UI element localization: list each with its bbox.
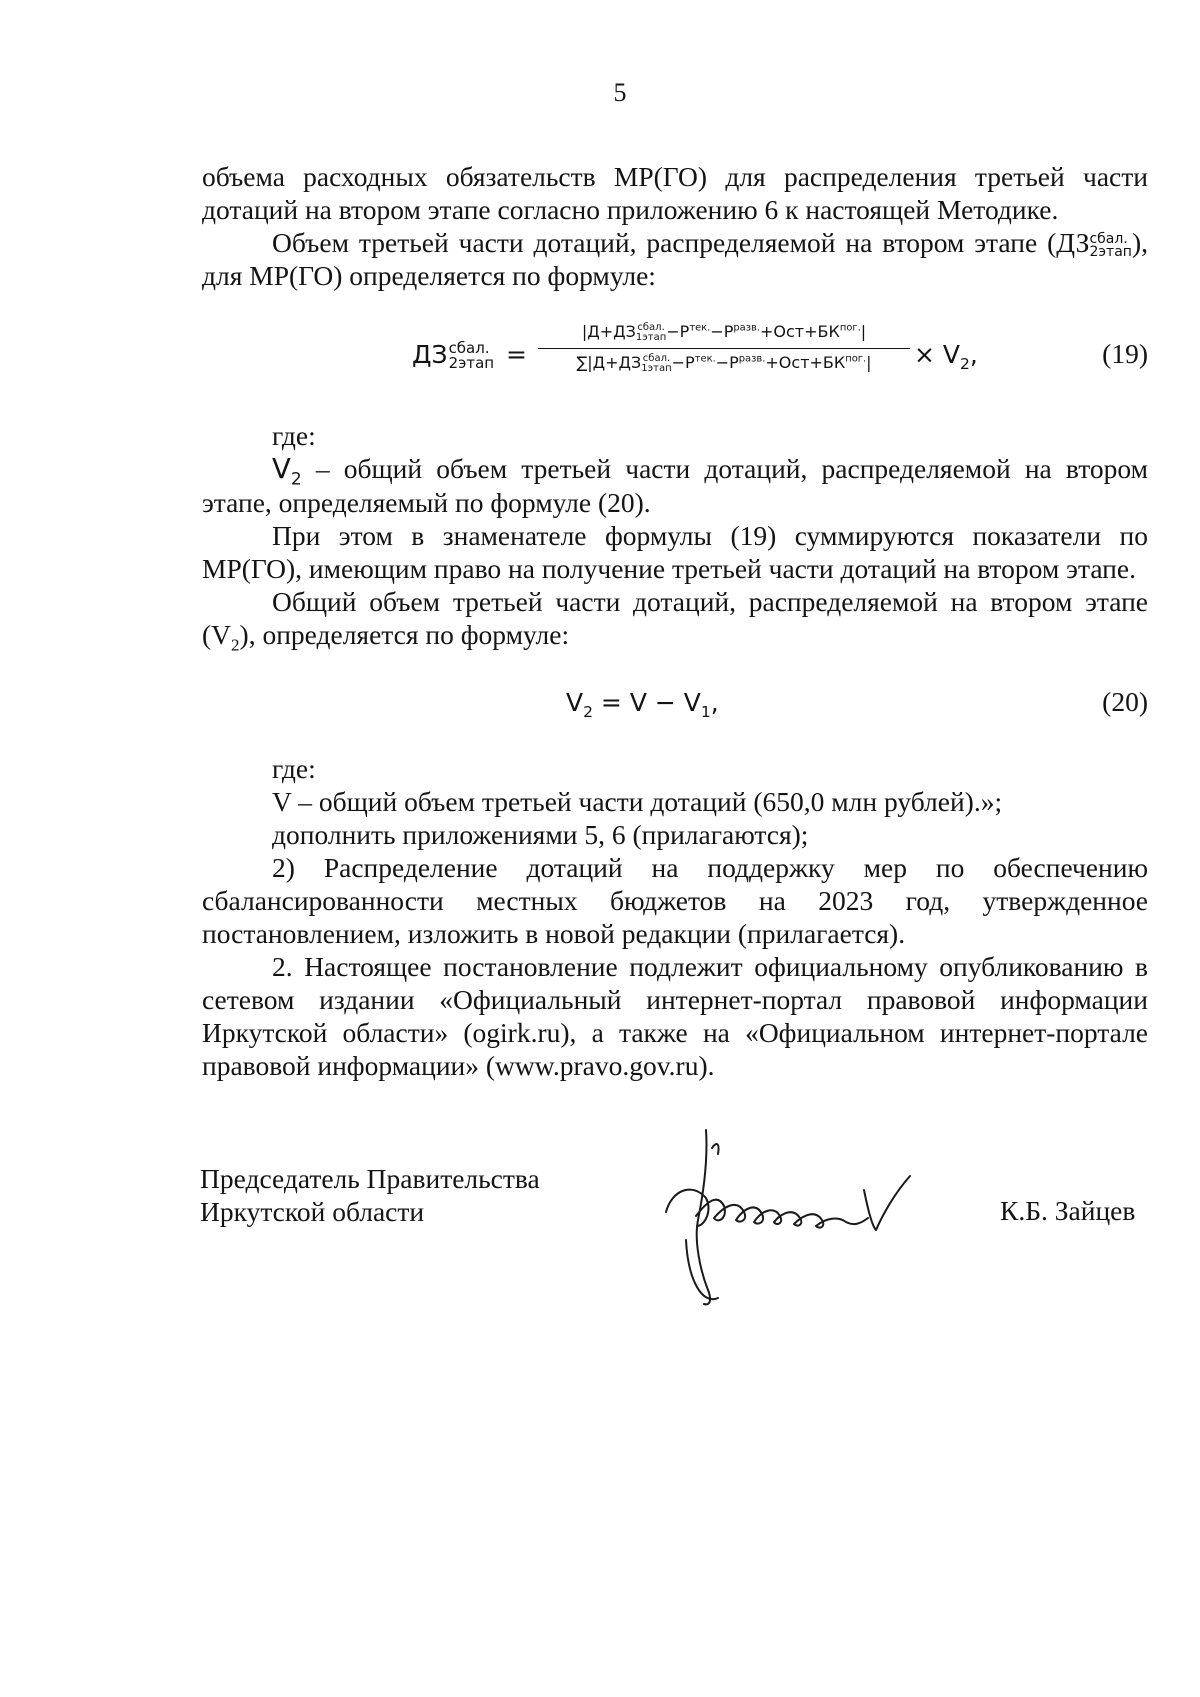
signatory-title-line1: Председатель Правительства [200,1163,540,1194]
f20-v2-sub: 2 [583,703,593,721]
num-sup3: разв. [733,322,760,334]
f20-middle: = V − V [592,688,701,717]
den-sup2: тек. [694,353,716,365]
num-part2: −Р [666,322,690,341]
item-2-distribution: 2) Распределение дотаций на поддержку мер по обеспечению сбалансированности местных бюджетов на 2023 год, утвержденное постановлением, изложить в новой редакции (прилагается). [202,852,1148,949]
v-definition: V – общий объем третьей части дотаций (650,0 млн рублей).»; [272,786,1003,817]
where-label-2: где: [272,753,316,784]
den-part4: +Ост+БК [765,353,846,372]
formula-19-number: (19) [1102,338,1148,369]
text-block-where-1 [202,419,1148,655]
tail-base: × V [914,340,960,369]
v2-base: V [272,453,291,485]
formula-19-numerator [538,322,910,346]
formula-19-equals: = [506,340,527,369]
tail-sub: 2 [960,355,970,373]
den-index [641,354,671,374]
page-number: 5 [613,78,627,107]
item-publication: 2. Настоящее постановление подлежит официальному опубликованию в сетевом издании «Официальный интернет-портал правовой информации Иркутской области» (ogirk.ru), а также на «Официальном интернет-портале правовой информации» (www.pravo.gov.ru). [202,951,1148,1081]
signatory-title-line2: Иркутской области [200,1196,425,1227]
lhs-base: ДЗ [412,340,448,369]
signatory-name: К.Б. Зайцев [1000,1195,1136,1226]
den-part3: −Р [715,353,739,372]
den-sup: сбал. [642,352,671,364]
fraction-bar [538,348,910,349]
den-sup3: разв. [738,353,766,365]
den-part2: −Р [671,353,695,372]
num-part5: | [860,322,867,341]
num-part1: |Д+ДЗ [581,322,636,341]
f20-v2-base: V [566,688,584,717]
v2-sub: 2 [290,469,302,490]
total-sub: 2 [231,635,240,655]
num-sup4: пог. [839,322,861,334]
paragraph-continuation: объема расходных обязательств МР(ГО) для распределения третьей части дотаций на втором этапе согласно приложению 6 к настоящей Методике. [202,161,1148,225]
text-block-where-2 [202,752,1148,1082]
lhs-sub: 2этап [448,354,495,372]
dz-sup: сбал. [1089,230,1128,247]
supplement-line: дополнить приложениями 5, 6 (прилагаются); [272,819,809,850]
paragraph-denominator-sum: При этом в знаменателе формулы (19) суммируются показатели по МР(ГО), имеющим право на получение третьей части дотаций на втором этапе. [202,520,1148,584]
den-sup4: пог. [845,353,867,365]
num-sup: сбал. [637,321,665,333]
v2-definition [202,452,1148,519]
den-sub: 1этап [641,362,672,374]
v2-text: – общий объем третьей части дотаций, распределяемой на втором этапе, определяемый по формуле (20). [202,453,1148,518]
total-text2: ), определяется по формуле: [239,619,570,650]
dz-sub: 2этап [1089,243,1132,260]
paragraph-text-before: Объем третьей части дотаций, распределяемой на втором этапе (ДЗ [272,227,1090,258]
lhs-sup: сбал. [448,339,490,357]
f20-v1-sub: 1 [700,703,711,721]
formula-19-lhs [412,340,494,371]
total-text1: Общий объем третьей части дотаций, распределяемой на втором этапе (V [202,586,1148,650]
formula-19 [202,318,1148,398]
den-part5: | [866,353,872,372]
signatory-title [200,1162,540,1228]
tail-end: , [969,340,978,369]
paragraph-total-volume [202,585,1148,655]
formula-19-fraction [538,322,910,377]
text-block-intro [202,160,1148,292]
num-part4: +Ост+БК [760,322,840,341]
num-sub: 1этап [635,331,667,343]
formula-19-multiplier [914,340,978,373]
handwritten-signature [648,1120,938,1310]
paragraph-text-after: ), для МР(ГО) определяется по формуле: [202,227,1148,291]
formula-19-denominator [538,353,910,377]
num-index [636,323,666,343]
where-label-1: где: [272,420,316,451]
dz-index [1089,230,1132,260]
paragraph-volume-definition [202,226,1148,292]
formula-20 [202,686,1148,726]
den-part0: ∑|Д+ДЗ [576,353,642,372]
formula-20-body [566,688,719,721]
lhs-index [449,341,495,371]
f20-end: , [710,688,719,717]
formula-20-number: (20) [1102,686,1148,717]
num-sup2: тек. [689,322,711,334]
num-part3: −Р [710,322,734,341]
